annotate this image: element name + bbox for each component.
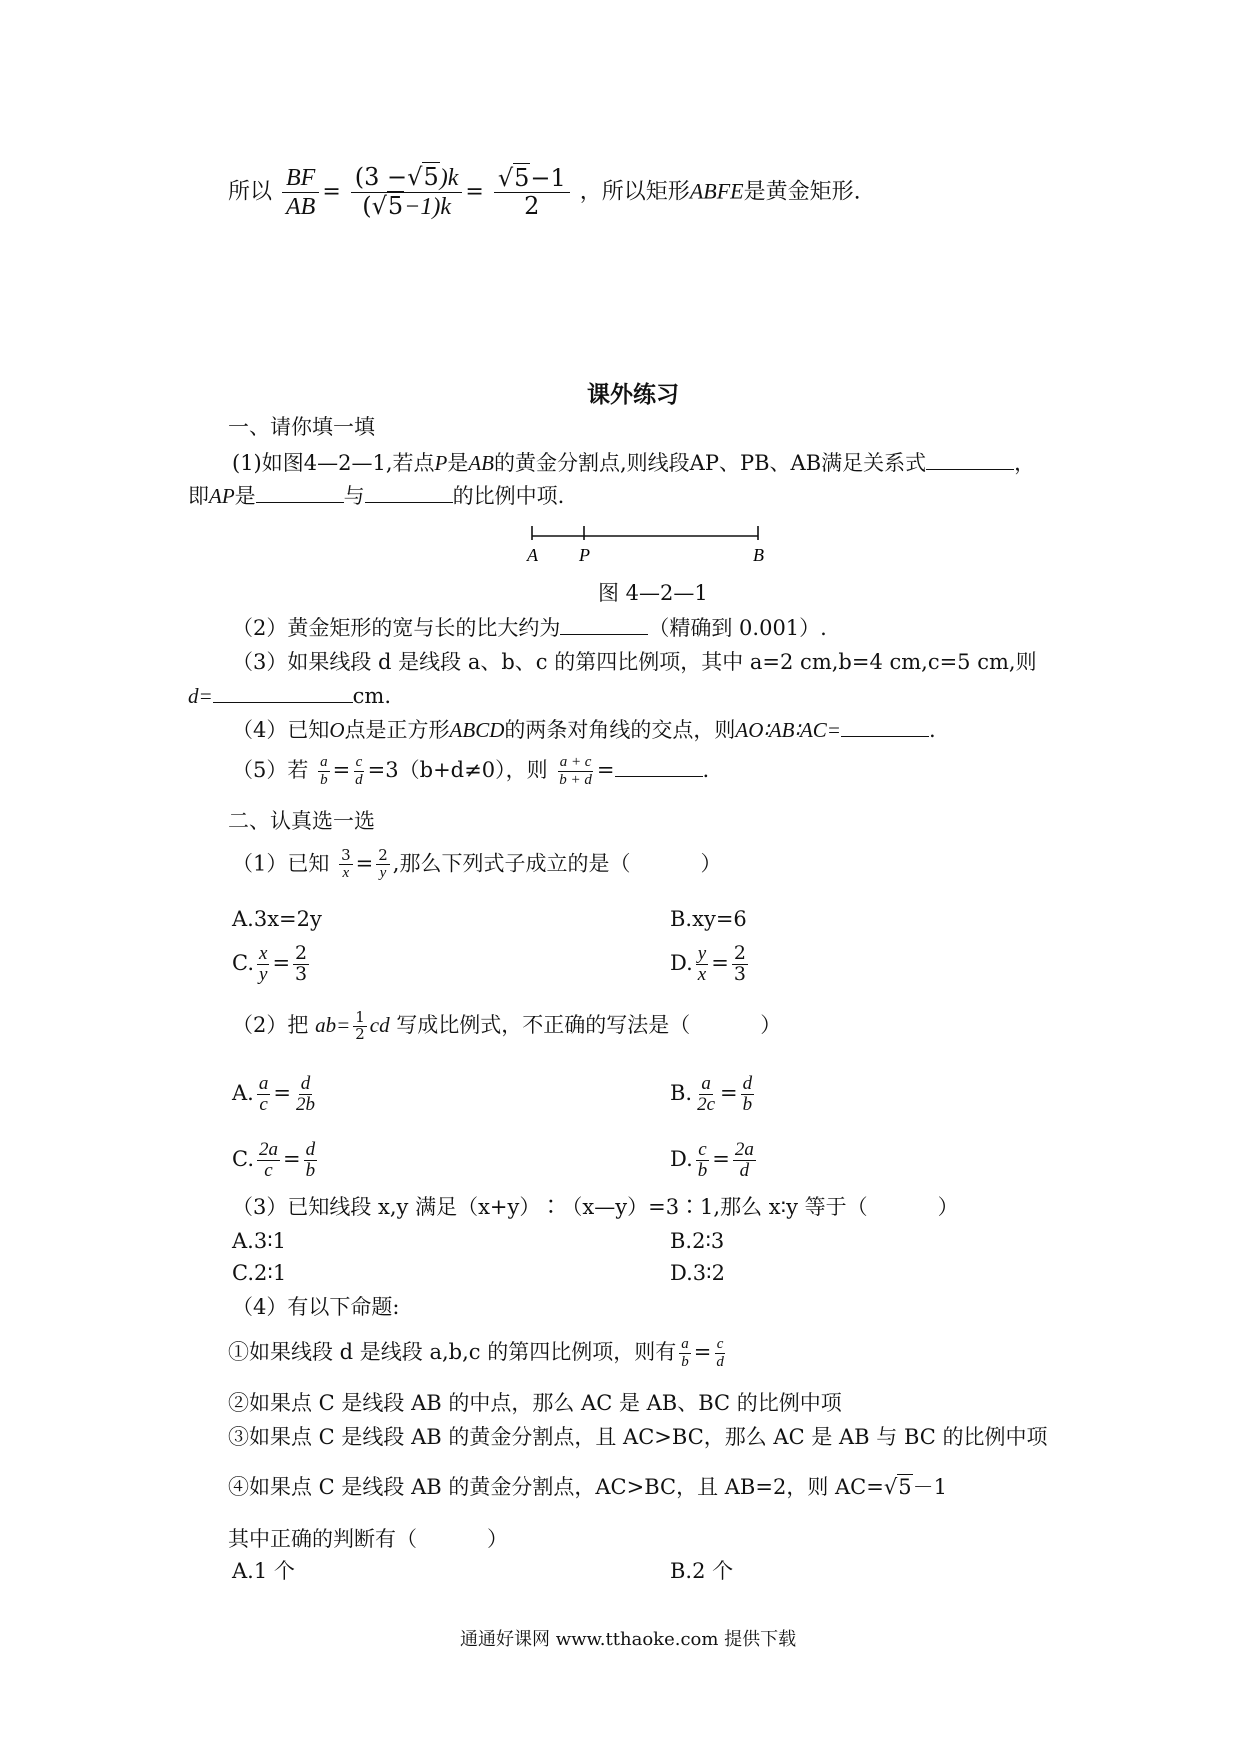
option-q1-b[interactable]: B.xy=6	[670, 907, 747, 931]
proposition-3: ③如果点 C 是线段 AB 的黄金分割点，且 AC>BC，那么 AC 是 AB 与 BC 的比例中项	[228, 1425, 1048, 1449]
fraction-bf-ab: $\frac{BF}{AB}$	[282, 164, 319, 221]
part2-q4-judge: 其中正确的判断有（ ）	[228, 1527, 508, 1551]
label-b: B	[753, 545, 764, 565]
label-p: P	[579, 545, 590, 565]
page-footer: 通通好课网 www.tthaoke.com 提供下载	[460, 1629, 797, 1650]
option-q2-a[interactable]: A. $\frac{a}{c}$ = $\frac{d}{2b}$	[232, 1073, 315, 1115]
part1-q2: （2）黄金矩形的宽与长的比大约为 （精确到 0.001）.	[232, 616, 827, 640]
answer-blank[interactable]	[926, 451, 1014, 470]
part2-q2: （2）把 ab= $\frac{1}{2}$ cd 写成比例式，不正确的写法是（ ）	[232, 1008, 782, 1043]
fraction-middle: $\frac{(3 -√5)k}{(√5-1)k}$	[351, 164, 463, 221]
proposition-4: ④如果点 C 是线段 AB 的黄金分割点，AC>BC，且 AB=2，则 AC=√5－1	[228, 1475, 947, 1499]
option-q3-d[interactable]: D.3∶2	[670, 1261, 725, 1285]
part2-q4-heading: （4）有以下命题:	[232, 1295, 400, 1319]
option-q3-c[interactable]: C.2∶1	[232, 1261, 287, 1285]
derivation-prefix: 所以	[228, 179, 273, 205]
part1-q3-line2: d= cm.	[188, 684, 392, 708]
option-q4-b[interactable]: B.2 个	[670, 1559, 734, 1583]
section-title: 课外练习	[587, 381, 679, 408]
option-q1-d[interactable]: D. $\frac{y}{x}$ = $\frac{2}{3}$	[670, 942, 746, 985]
part1-q1-line2: 即AP是 与 的比例中项.	[188, 484, 565, 508]
proposition-2: ②如果点 C 是线段 AB 的中点，那么 AC 是 AB、BC 的比例中项	[228, 1391, 842, 1415]
derivation-line: 所以 $\frac{BF}{AB}$ = $\frac{(3 -√5)k}{(√5-1)k}$ = $\frac{√5-1}{2}$ ，所以矩形ABFE是黄金矩形.	[228, 163, 861, 221]
proposition-1: ①如果线段 d 是线段 a,b,c 的第四比例项，则有 $\frac{a}{b}$ = $\frac{c}{d}$	[228, 1336, 724, 1370]
answer-blank[interactable]	[256, 484, 344, 503]
answer-blank[interactable]	[560, 616, 648, 635]
part1-q1-line1: (1)如图4—2—1,若点P是AB的黄金分割点,则线段AP、PB、AB满足关系式 ，	[232, 451, 1036, 475]
answer-blank[interactable]	[365, 484, 453, 503]
part1-q4: （4）已知O点是正方形ABCD的两条对角线的交点，则AO∶AB∶AC= .	[232, 718, 936, 742]
answer-blank[interactable]	[213, 684, 353, 703]
figure-caption: 图 4—2—1	[598, 581, 708, 605]
part2-heading: 二、认真选一选	[228, 809, 375, 833]
answer-blank[interactable]	[841, 718, 929, 737]
option-q2-c[interactable]: C. $\frac{2a}{c}$ = $\frac{d}{b}$	[232, 1139, 316, 1181]
segment-figure	[520, 518, 770, 568]
part2-q1: （1）已知 $\frac{3}{x}$ = $\frac{2}{y}$ ,那么下列式子成立的是（ ）	[232, 846, 722, 881]
part1-q3-line1: （3）如果线段 d 是线段 a、b、c 的第四比例项，其中 a=2 cm,b=4 cm,c=5 cm,则	[232, 650, 1037, 674]
option-q4-a[interactable]: A.1 个	[232, 1559, 295, 1583]
option-q3-a[interactable]: A.3∶1	[232, 1229, 287, 1253]
part2-q3: （3）已知线段 x,y 满足（x+y）∶（x—y）=3∶1,那么 x∶y 等于（ ）	[232, 1195, 959, 1219]
option-q1-a[interactable]: A.3x=2y	[232, 907, 322, 931]
part1-heading: 一、请你填一填	[228, 415, 375, 439]
option-q1-c[interactable]: C. $\frac{x}{y}$ = $\frac{2}{3}$	[232, 942, 308, 985]
part1-q5: （5）若 $\frac{a}{b}$ = $\frac{c}{d}$ =3（b+d≠0），则 $\frac{a + c}{b + d}$ = .	[232, 754, 710, 788]
option-q2-b[interactable]: B. $\frac{a}{2c}$ = $\frac{d}{b}$	[670, 1073, 753, 1115]
fraction-golden-ratio: $\frac{√5-1}{2}$	[494, 165, 570, 220]
label-a: A	[527, 545, 538, 565]
option-q2-d[interactable]: D. $\frac{c}{b}$ = $\frac{2a}{d}$	[670, 1139, 754, 1181]
answer-blank[interactable]	[615, 758, 703, 777]
option-q3-b[interactable]: B.2∶3	[670, 1229, 725, 1253]
